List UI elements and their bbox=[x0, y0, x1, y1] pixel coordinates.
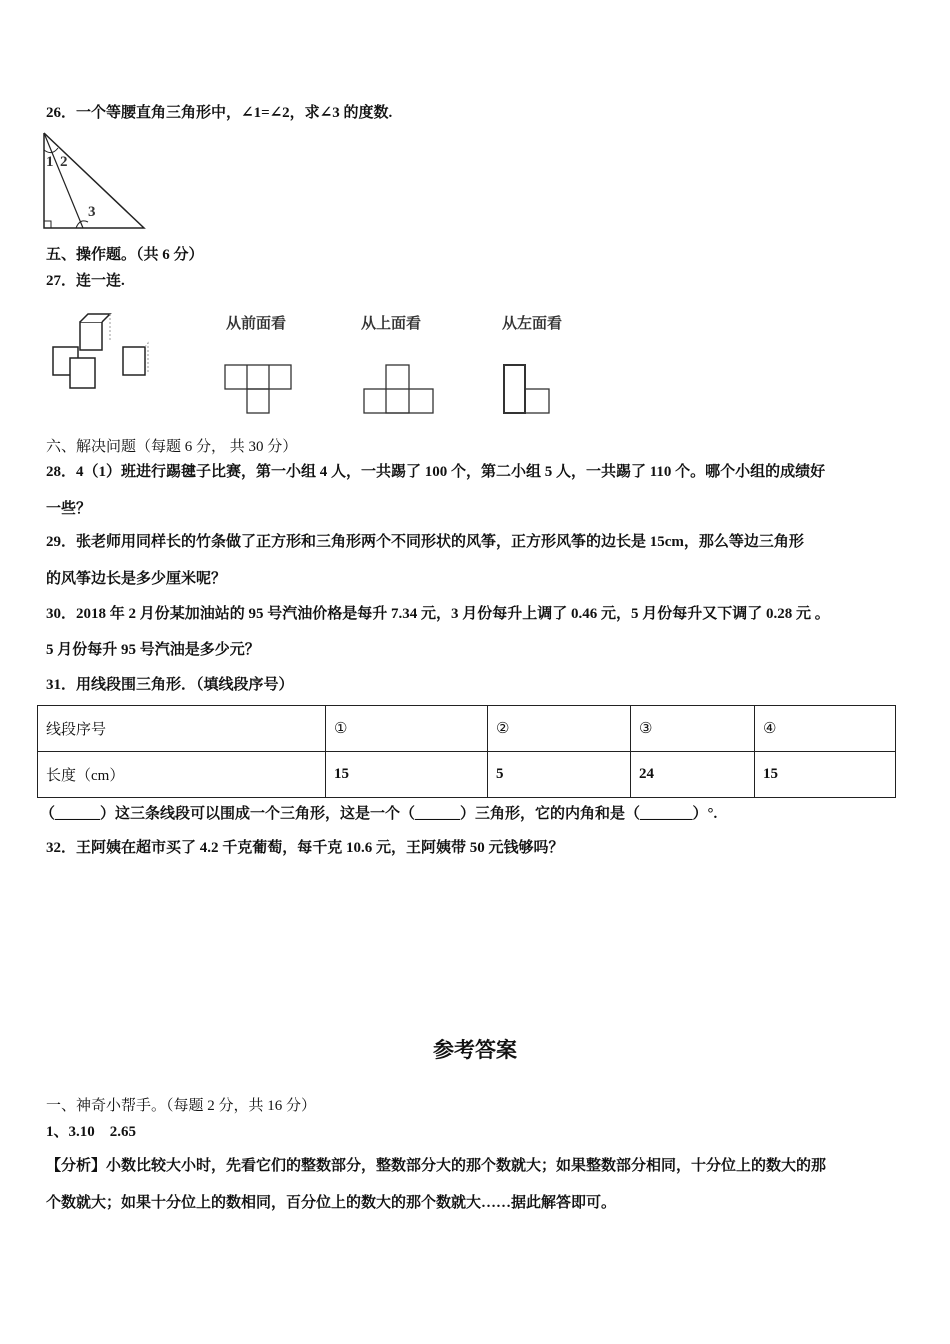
answers-title: 参考答案 bbox=[433, 1038, 517, 1062]
view-label-left: 从左面看 bbox=[502, 316, 563, 332]
question-32: 32．王阿姨在超市买了 4.2 千克葡萄，每千克 10.6 元，王阿姨带 50 元钱够吗？ bbox=[46, 840, 564, 856]
table-row bbox=[38, 706, 896, 752]
answer-1: 1、3.10 2.65 bbox=[46, 1124, 137, 1140]
question-30-line2: 5 月份每升 95 号汽油是多少元？ bbox=[46, 642, 260, 658]
analysis-line2: 个数就大；如果十分位上的数相同，百分位上的数大的那个数就大……据此解答即可。 bbox=[46, 1195, 617, 1211]
angle-label-1: 1 bbox=[46, 154, 54, 170]
view-label-top: 从上面看 bbox=[361, 316, 422, 332]
table-cell: ③ bbox=[631, 706, 755, 752]
table-cell: 15 bbox=[755, 752, 896, 798]
view-label-front: 从前面看 bbox=[226, 316, 287, 332]
question-28-line1: 28．4（1）班进行踢毽子比赛，第一小组 4 人，一共踢了 100 个，第二小组 5 人，一共踢了 110 个。哪个小组的成绩好 bbox=[46, 464, 826, 480]
analysis-line1: 【分析】小数比较大小时，先看它们的整数部分，整数部分大的那个数就大；如果整数部分相同，十分位上的数大的那 bbox=[46, 1158, 827, 1174]
question-27: 27．连一连. bbox=[46, 273, 125, 289]
question-26: 26．一个等腰直角三角形中，∠1=∠2，求∠3 的度数. bbox=[46, 105, 393, 121]
view-shapes bbox=[220, 360, 580, 420]
segment-table bbox=[37, 705, 896, 798]
angle-label-3: 3 bbox=[88, 204, 96, 220]
cube-stack-figure bbox=[50, 310, 150, 390]
section-5-heading: 五、操作题。（共 6 分） bbox=[46, 247, 204, 263]
table-cell: 长度（cm） bbox=[38, 752, 326, 798]
table-cell: ④ bbox=[755, 706, 896, 752]
angle-label-2: 2 bbox=[60, 154, 68, 170]
table-cell: 5 bbox=[488, 752, 631, 798]
table-cell: ② bbox=[488, 706, 631, 752]
table-cell: 24 bbox=[631, 752, 755, 798]
question-28-line2: 一些？ bbox=[46, 501, 92, 517]
question-30-line1: 30．2018 年 2 月份某加油站的 95 号汽油价格是每升 7.34 元，3 月份每升上调了 0.46 元，5 月份每升又下调了 0.28 元 。 bbox=[46, 606, 830, 622]
answers-section-1: 一、神奇小帮手。（每题 2 分，共 16 分） bbox=[46, 1098, 317, 1114]
question-31: 31．用线段围三角形．（填线段序号） bbox=[46, 677, 294, 693]
table-row bbox=[38, 752, 896, 798]
question-29-line1: 29．张老师用同样长的竹条做了正方形和三角形两个不同形状的风筝，正方形风筝的边长是 15cm，那么等边三角形 bbox=[46, 534, 804, 550]
question-29-line2: 的风筝边长是多少厘米呢？ bbox=[46, 571, 227, 587]
table-cell: ① bbox=[326, 706, 488, 752]
section-6-heading: 六、解决问题（每题 6 分， 共 30 分） bbox=[46, 439, 298, 455]
question-31-fill: （______）这三条线段可以围成一个三角形，这是一个（______）三角形，它的内角和是（_______）°. bbox=[40, 806, 718, 822]
table-cell: 15 bbox=[326, 752, 488, 798]
table-cell: 线段序号 bbox=[38, 706, 326, 752]
